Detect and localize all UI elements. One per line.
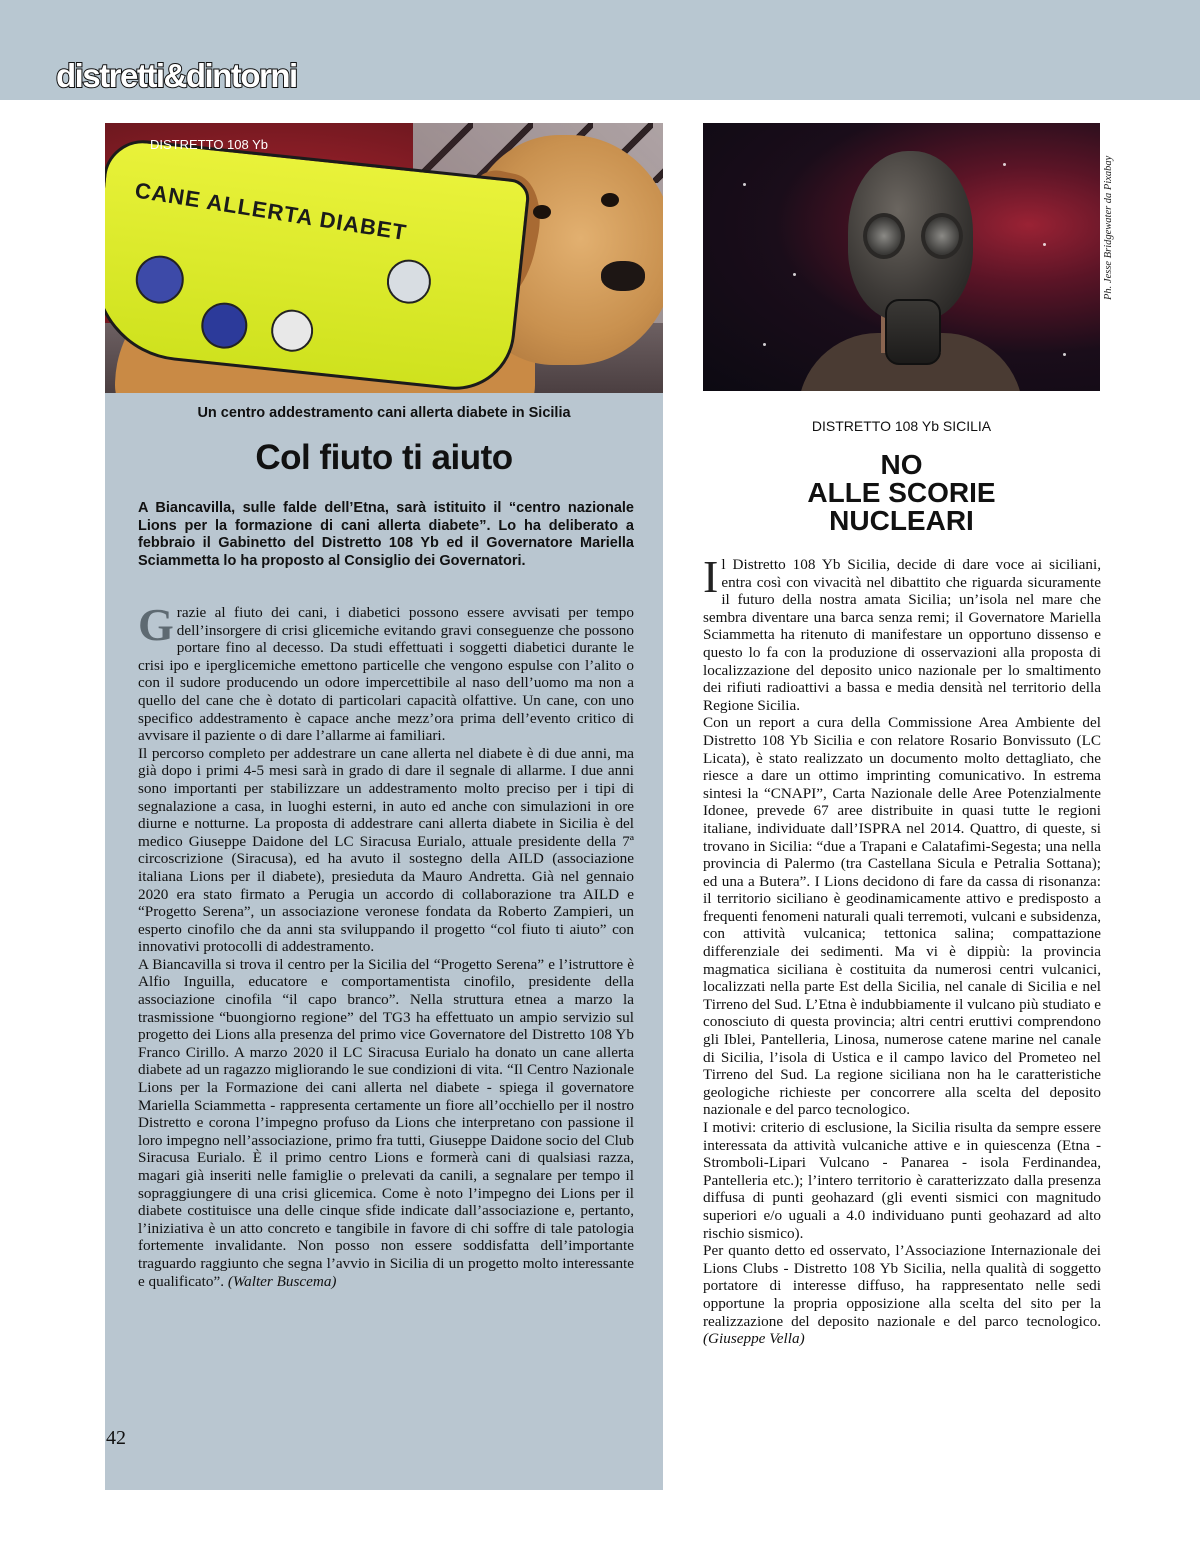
title-line: NO: [880, 449, 923, 480]
right-title: [703, 451, 1100, 535]
mask-lens: [863, 213, 905, 259]
paragraph: I motivi: criterio di esclusione, la Sicilia risulta da sempre essere interessata da attività vulcaniche attive e in quiescenza (Etna - Stromboli-Lipari Vulcano - Panarea - isola Ferdinandea, Pantelleria etc.); l’intero territorio è caratterizzato dalla presenza diffusa di punti geohazard (gli eventi sismici con magnitudo superiori e/o uguali a 4.0 individuano punti geohazard ad alto rischio sismico).: [703, 1119, 1101, 1242]
left-lead: A Biancavilla, sulle falde dell’Etna, sarà istituito il “centro nazionale Lions per la formazione di cani allerta diabete”. Lo ha deliberato a febbraio il Gabinetto del Distretto 108 Yb ed il Governatore Mariella Sciammetta lo ha proposto al Consiglio dei Governatori.: [138, 500, 634, 569]
paragraph: Grazie al fiuto dei cani, i diabetici possono essere avvisati per tempo dell’insorgere di crisi glicemiche evitando gravi conseguenze che possono portare fino al decesso. Da studi effettuati i soggetti diabetici durante le crisi ipo e iperglicemiche emettono particelle che vengono espulse con l’alito o con il sudore producendo un odore impercettibile al naso dell’uomo ma non a quello del cane che è dotato di particolari capacità olfattive. Un cane, con uno specifico addestramento è capace anche mezz’ora prima dell’evento critico di avvisare il paziente o di dare l’allarme ai familiari.: [138, 599, 634, 745]
paragraph: Con un report a cura della Commissione Area Ambiente del Distretto 108 Yb Sicilia e con relatore Rosario Bonvissuto (LC Licata), è stato realizzato un documento molto dettagliato, che riesce a dare un ottimo imprinting comunicativo. In estrema sintesi la “CNAPI”, Carta Nazionale delle Aree Potenzialmente Idonee, prevede 67 aree distribuite in quasi tutte le regioni italiane, individuate dall’ISPRA nel 2014. Quattro, di queste, si trovano in Sicilia: “due a Trapani e Calatafimi-Segesta; una nella provincia di Palermo (tra Castellana Sicula e Petralia Sottana); ed una a Butera”. I Lions decidono di fare da cassa di risonanza: il territorio siciliano è geodinamicamente attivo e predisposto a frequenti fenomeni naturali quali terremoti, vulcani e subsidenza, con attività vulcanica; tettonica salina; compattazione differenziale dei sedimenti. Ma vi è dippiù: la provincia magmatica siciliana è costituita da numerosi centri vulcanici, localizzati nella parte Est della Sicilia, nel canale di Sicilia e nel Tirreno del Sud. L’Etna è indubbiamente il vulcano più studiato e conosciuto di questa provincia; altri centri eruttivi comprendono gli Iblei, Pantelleria, Linosa, numerose catene marine nel canale di Sicilia, l’isola di Ustica e il campo lavico del Prometeo nel Tirreno del Sud. La regione siciliana non ha le caratteristiche geologiche richieste per concorrere alla scelta del deposito nazionale e del parco tecnologico.: [703, 714, 1101, 1119]
dog-eye: [533, 205, 551, 219]
photo-credit: Ph. Jesse Bridgewater da Pixabay: [1103, 155, 1114, 300]
signature: (Walter Buscema): [227, 1272, 337, 1290]
paragraph: A Biancavilla si trova il centro per la Sicilia del “Progetto Serena” e l’istruttore è Alfio Inguilla, educatore e comportamentista cinofilo, presidente della associazione cinofila “il capo branco”. Nella struttura etnea a marzo la trasmissione “buongiorno regione” del TG3 ha effettuato un ampio servizio sul progetto dei Lions alla presenza del primo vice Governatore del Distretto 108 Yb Franco Cirillo. A marzo 2020 il LC Siracusa Eurialo ha donato un cane allerta diabete ad un ragazzo migliorando le sue condizioni di vita. “Il Centro Nazionale Lions per la Formazione dei cani allerta nel diabete - spiega il governatore Mariella Sciammetta - rappresenta certamente un fiore all’occhiello per il nostro Distretto e corona l’impegno profuso da Lions che interpretano con passione il loro impegno nell’associazione, primo fra tutti, Giuseppe Daidone socio del Club Siracusa Eurialo. È il primo centro Lions e formerà cani di qualsiasi razza, magari già inseriti nelle famiglie o prelevati da canili, a segnalare per tempo il sopraggiungere di una crisi glicemica. Come è noto l’impegno dei Lions per il diabete costituisce una delle cinque sfide indicate dall’associazione e, pertanto, l’iniziativa è un atto concreto e tangibile in favore di chi soffre di tale patologia fortemente invalidante. Non posso non essere soddisfatta dell’importante traguardo raggiunto che segna l’avvio in Sicilia di un progetto molto interessante e qualificato”. (Walter Buscema): [138, 955, 634, 1290]
left-title: Col fiuto ti aiuto: [255, 438, 513, 477]
paragraph: Per quanto detto ed osservato, l’Associazione Internazionale dei Lions Clubs - Distretto 108 Yb Sicilia, nella qualità di soggetto portatore di interesse diffuso, ha rappresentato nelle sedi opportune la propria opposizione alla scelta del sito per la realizzazione del deposito nazionale e del parco tecnologico. (Giuseppe Vella): [703, 1242, 1101, 1348]
page-number: 42: [106, 1427, 126, 1449]
title-line: ALLE SCORIE: [807, 477, 996, 508]
star: [793, 273, 796, 276]
paragraph: Il Distretto 108 Yb Sicilia, decide di dare voce ai siciliani, entra così con vivacità nel dibattito che riguarda sicuramente il futuro della nostra amata Sicilia; un’isola nel mare che sembra diventare una barca senza remi; il Governatore Mariella Sciammetta ha ritenuto di manifestare un opportuno dissenso e questo lo fa con la produzione di osservazioni alla proposta di localizzazione del deposito unico nazionale per lo smaltimento dei rifiuti radioattivi a bassa e media densità nel territorio della Regione Sicilia.: [703, 551, 1101, 714]
vest-badge: [133, 253, 186, 306]
signature: (Giuseppe Vella): [703, 1330, 805, 1348]
photo-tag: DISTRETTO 108 Yb: [150, 137, 269, 152]
vest-badge: [199, 300, 250, 351]
mask-filter: [885, 299, 941, 365]
star: [763, 343, 766, 346]
paragraph: Il percorso completo per addestrare un cane allerta nel diabete è di due anni, ma già dopo i primi 4-5 mesi sarà in grado di dare il segnale di allarme. I due anni sono importanti per stabilizzare un addestramento molto preciso per i tipi di segnalazione a casa, in luoghi esterni, in auto ed anche con simulazioni in ore diurne e notturne. La proposta di addestrare cani allerta diabete in Sicilia è del medico Giuseppe Daidone del LC Siracusa Eurialo, attuale presidente della 7ª circoscrizione (Siracusa), ed ha avuto il sostegno della AILD (associazione italiana Lions per il diabete), presieduta da Mauro Andretta. Già nel gennaio 2020 era stato firmato a Perugia un accordo di collaborazione tra AILD e “Progetto Serena”, un associazione veronese fondata da Roberto Zampieri, un esperto cinofilo che da anni sta sviluppando il progetto “col fiuto ti aiuto” con innovativi protocolli di addestramento.: [138, 744, 634, 956]
star: [743, 183, 746, 186]
left-kicker: Un centro addestramento cani allerta diabete in Sicilia: [197, 405, 571, 421]
dog-eye: [601, 193, 619, 207]
dropcap: I: [703, 551, 719, 602]
section-logo: distretti&dintorni: [56, 57, 297, 94]
dropcap: G: [138, 599, 174, 650]
vest-badge: [385, 257, 433, 305]
right-body: [703, 551, 1101, 1348]
star: [1043, 243, 1046, 246]
dog-photo: [105, 123, 663, 393]
star: [1003, 163, 1006, 166]
dog-vest: [105, 136, 531, 393]
left-body: [138, 599, 634, 1290]
mask-lens: [921, 213, 963, 259]
right-kicker: DISTRETTO 108 Yb SICILIA: [811, 418, 992, 434]
vest-badge: [269, 308, 315, 354]
star: [1063, 353, 1066, 356]
gas-mask-photo: [703, 123, 1100, 391]
title-line: NUCLEARI: [829, 505, 974, 536]
vest-text: CANE ALLERTA DIABET: [133, 177, 409, 246]
dog-nose: [601, 261, 645, 291]
